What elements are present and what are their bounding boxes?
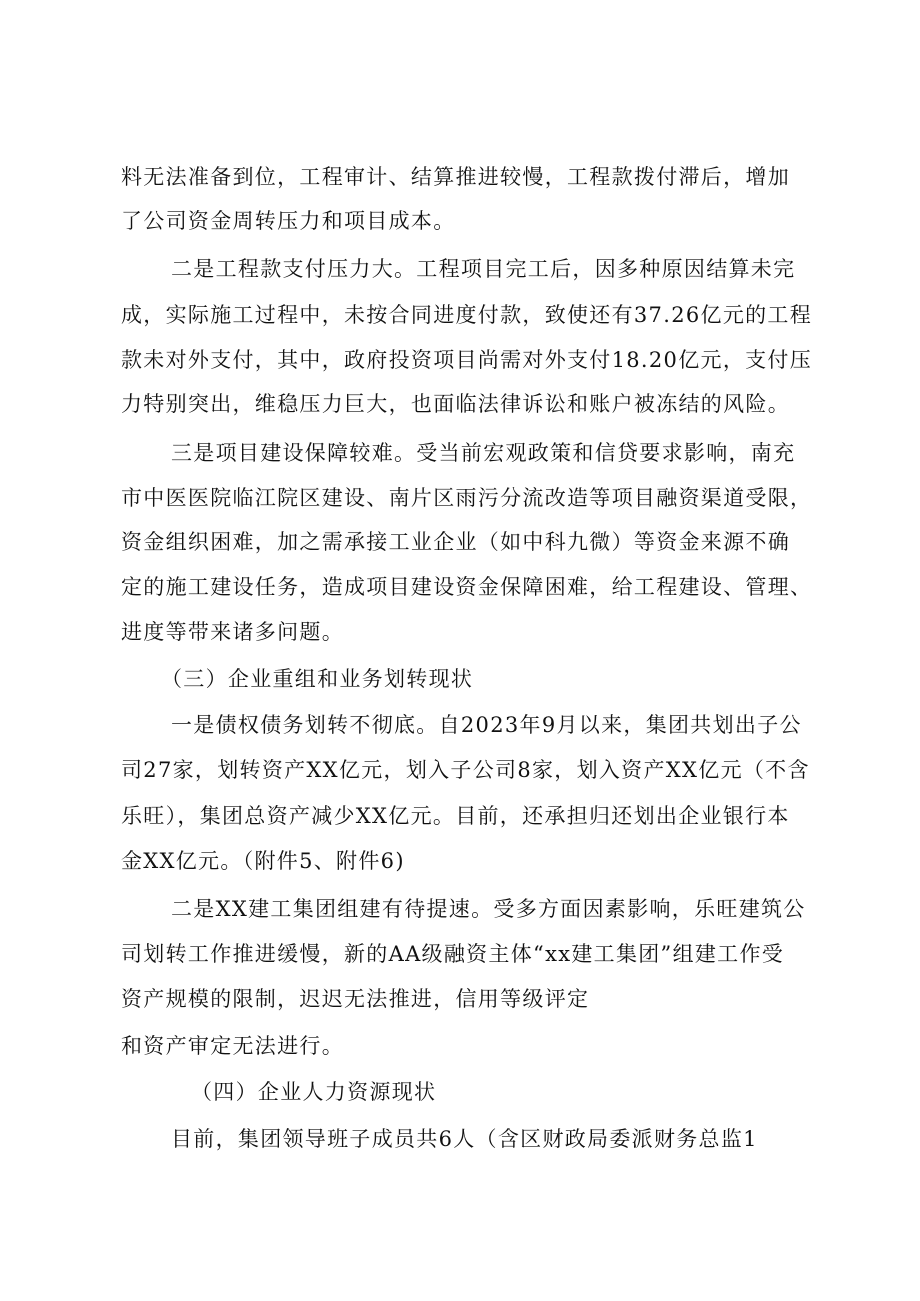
paragraph-line: 市中医医院临江院区建设、南片区雨污分流改造等项目融资渠道受限，	[121, 486, 813, 510]
paragraph-line: 成，实际施工过程中，未按合同进度付款，致使还有37.26亿元的工程	[121, 303, 813, 327]
paragraph-line: 一是债权债务划转不彻底。自2023年9月以来，集团共划出子公	[171, 713, 802, 737]
paragraph-line: 目前，集团领导班子成员共6人（含区财政局委派财务总监1	[171, 1127, 758, 1151]
paragraph-line: 司划转工作推进缓慢，新的AA级融资主体“xx建工集团”组建工作受	[121, 942, 785, 966]
paragraph-line: 料无法准备到位，工程审计、结算推进较慢，工程款拨付滞后，增加	[121, 165, 790, 189]
paragraph-line: 定的施工建设任务，造成项目建设资金保障困难，给工程建设、管理、	[121, 575, 813, 599]
paragraph-line: 资金组织困难，加之需承接工业企业（如中科九微）等资金来源不确	[121, 530, 790, 554]
paragraph-line: 了公司资金周转压力和项目成本。	[121, 209, 456, 233]
paragraph-line: 司27家，划转资产XX亿元，划入子公司8家，划入资产XX亿元（不含	[121, 758, 810, 782]
paragraph-line: 进度等带来诸多问题。	[121, 620, 344, 644]
paragraph-line: 二是工程款支付压力大。工程项目完工后，因多种原因结算未完	[171, 257, 796, 281]
paragraph-line: 金XX亿元。（附件5、附件6)	[121, 849, 405, 873]
paragraph-line: 力特别突出，维稳压力巨大，也面临法律诉讼和账户被冻结的风险。	[121, 392, 790, 416]
section-heading: （四）企业人力资源现状	[191, 1080, 437, 1104]
paragraph-line: 乐旺），集团总资产减少XX亿元。目前，还承担归还划出企业银行本	[121, 804, 790, 828]
paragraph-line: 二是XX建工集团组建有待提速。受多方面因素影响，乐旺建筑公	[171, 897, 806, 921]
paragraph-line: 和资产审定无法进行。	[121, 1034, 344, 1058]
paragraph-line: 三是项目建设保障较难。受当前宏观政策和信贷要求影响，南充	[171, 441, 796, 465]
paragraph-line: 资产规模的限制，迟迟无法推进，信用等级评定	[121, 987, 590, 1011]
paragraph-line: 款未对外支付，其中，政府投资项目尚需对外支付18.20亿元，支付压	[121, 348, 813, 372]
section-heading: （三）企业重组和业务划转现状	[161, 667, 474, 691]
